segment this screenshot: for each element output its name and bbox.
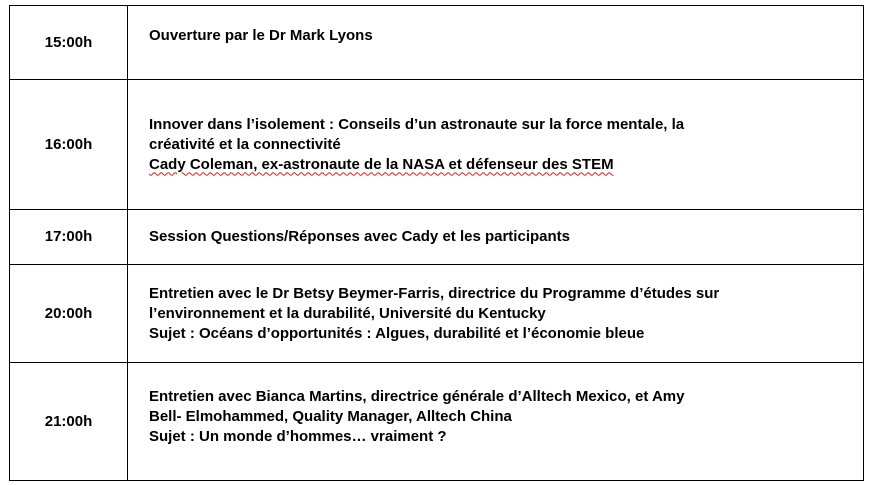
description-line: Session Questions/Réponses avec Cady et les participants [149,228,570,245]
description-cell [128,6,864,80]
description-line: l’environnement et la durabilité, Université du Kentucky [149,304,546,322]
table-row [10,363,864,481]
description-cell [128,265,864,363]
description-line: Entretien avec Bianca Martins, directrice générale d’Alltech Mexico, et Amy [149,388,685,405]
table-row [10,265,864,363]
description-line: Bell- Elmohammed, Quality Manager, Alltech China [149,408,512,425]
table-row [10,6,864,80]
description-cell [128,80,864,210]
schedule-table [9,5,864,481]
description-line: Entretien avec le Dr Betsy Beymer-Farris, directrice du Programme d’études sur [149,284,720,302]
time-cell: 21:00h [10,363,128,481]
time-cell: 15:00h [10,6,128,80]
table-row [10,80,864,210]
description-line: Cady Coleman, ex-astronaute de la NASA et défenseur des STEM [149,155,614,173]
description-line: Ouverture par le Dr Mark Lyons [149,27,373,44]
description-line: Sujet : Océans d’opportunités : Algues, durabilité et l’économie bleue [149,324,645,342]
description-line: Sujet : Un monde d’hommes… vraiment ? [149,428,447,445]
description-line: Innover dans l’isolement : Conseils d’un astronaute sur la force mentale, la [149,115,685,133]
time-cell: 17:00h [10,210,128,265]
description-cell [128,210,864,265]
table-row [10,210,864,265]
description-cell [128,363,864,481]
description-line: créativité et la connectivité [149,135,341,153]
time-cell: 16:00h [10,80,128,210]
time-cell: 20:00h [10,265,128,363]
